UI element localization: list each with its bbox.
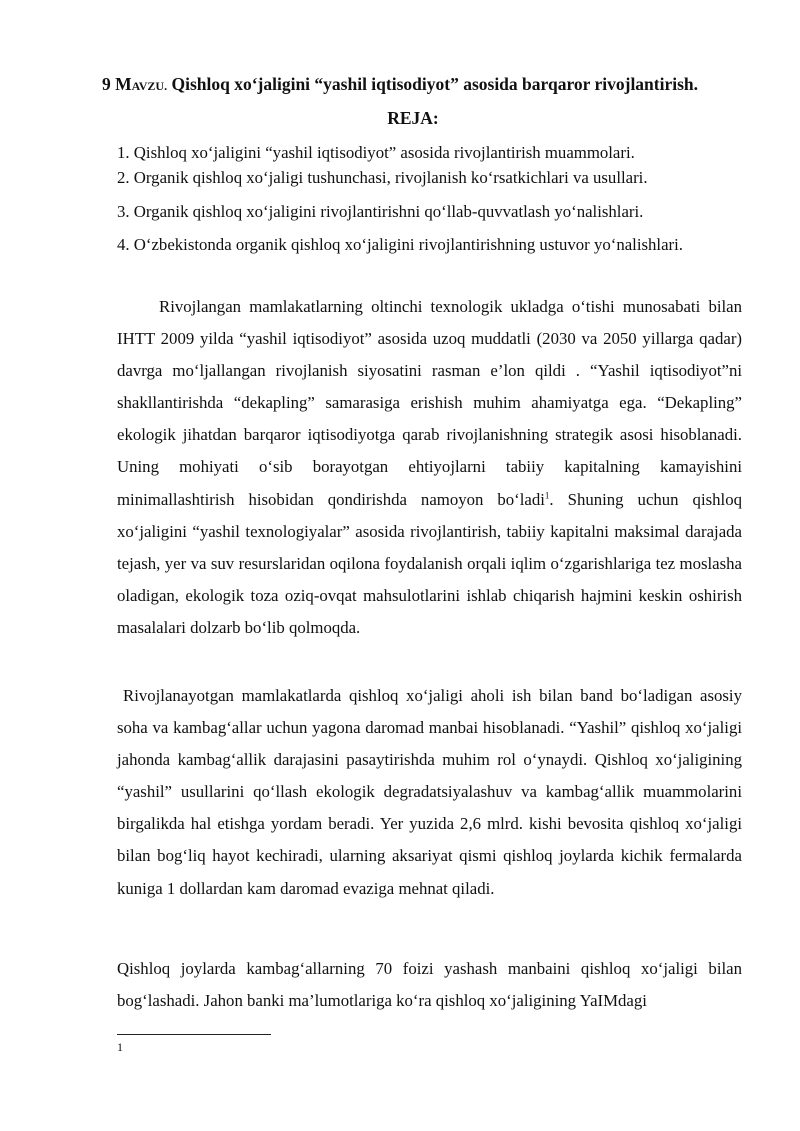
title-mavzu: AVZU. [131, 79, 168, 93]
plan-item: 2. Organik qishloq xo‘jaligi tushunchasi, rivojlanish ko‘rsatkichlari va usullari. [117, 168, 648, 187]
footnote-number: 1 [117, 1040, 123, 1054]
footnote-divider [117, 1034, 271, 1035]
title-text: Qishloq xo‘jaligini “yashil iqtisodiyot” asosida barqaror rivojlantirish. [171, 74, 699, 94]
paragraph-3: Qishloq joylarda kambag‘allarning 70 foizi yashash manbaini qishloq xo‘jaligi bilan bog‘lashadi. Jahon banki ma’lumotlariga ko‘ra qishloq xo‘jaligining YaIMdagi [117, 959, 742, 1011]
page-title [60, 74, 740, 95]
plan-item: 1. Qishloq xo‘jaligini “yashil iqtisodiyot” asosida rivojlantirish muammolari. [117, 143, 635, 162]
paragraph-1-text-a: Rivojlangan mamlakatlarning oltinchi texnologik ukladga o‘tishi munosabati bilan IHTT 2009 yilda “yashil iqtisodiyot” asosida uzoq muddatli (2030 va 2050 yillarga qadar) davrga mo‘ljallangan rivojlanish siyosatini rasman e’lon qildi . “Yashil iqtisodiyot”ni shakllantirishda “dekapling” samarasiga erishish muhim ahamiyatga ega. “Dekapling” ekologik jihatdan barqaror iqtisodiyotga qarab rivojlanishning strategik asosi hisoblanadi. Uning mohiyati o‘sib borayotgan ehtiyojlarni tabiiy kapitalning kamayishini minimallashtirish hisobidan qondirishda namoyon bo‘ladi [117, 297, 742, 509]
plan-list [117, 140, 757, 260]
plan-item: 3. Organik qishloq xo‘jaligini rivojlantirishni qo‘llab-quvvatlash yo‘nalishlari. [117, 202, 644, 221]
title-number: 9 M [101, 74, 132, 94]
footnote-reference[interactable]: 1 [544, 489, 550, 500]
paragraph-2: Rivojlanayotgan mamlakatlarda qishloq xo‘jaligi aholi ish bilan band bo‘ladigan asosiy soha va kambag‘allar uchun yagona daromad manbai hisoblanadi. “Yashil” qishloq xo‘jaligi jahonda kambag‘allik darajasini pasaytirishda muhim rol o‘ynaydi. Qishloq xo‘jaligining “yashil” usullarini qo‘llash ekologik degradatsiyalashuv va kambag‘allik muammolarini birgalikda hal etishga yordam beradi. Yer yuzida 2,6 mlrd. kishi bevosita qishloq xo‘jaligi bilan bog‘liq hayot kechiradi, ularning aksariyat qismi qishloq joylarda kichik fermalarda kuniga 1 dollardan kam daromad evaziga mehnat qiladi. [117, 686, 742, 898]
plan-heading: REJA: [387, 108, 439, 128]
plan-item: 4. O‘zbekistonda organik qishloq xo‘jaligini rivojlantirishning ustuvor yo‘nalishlari. [117, 235, 683, 254]
paragraph-1-text-b: . Shuning uchun qishloq xo‘jaligini “yashil texnologiyalar” asosida rivojlantirish, tabiiy kapitalni maksimal darajada tejash, yer va suv resurslaridan oqilona foydalanish orqali iqlim o‘zgarishlariga tez moslasha oladigan, ekologik toza oziq-ovqat mahsulotlarini ishlab chiqarish hajmini keskin oshirish masalalari dolzarb bo‘lib qolmoqda. [117, 489, 742, 637]
paragraph-1 [117, 291, 742, 644]
